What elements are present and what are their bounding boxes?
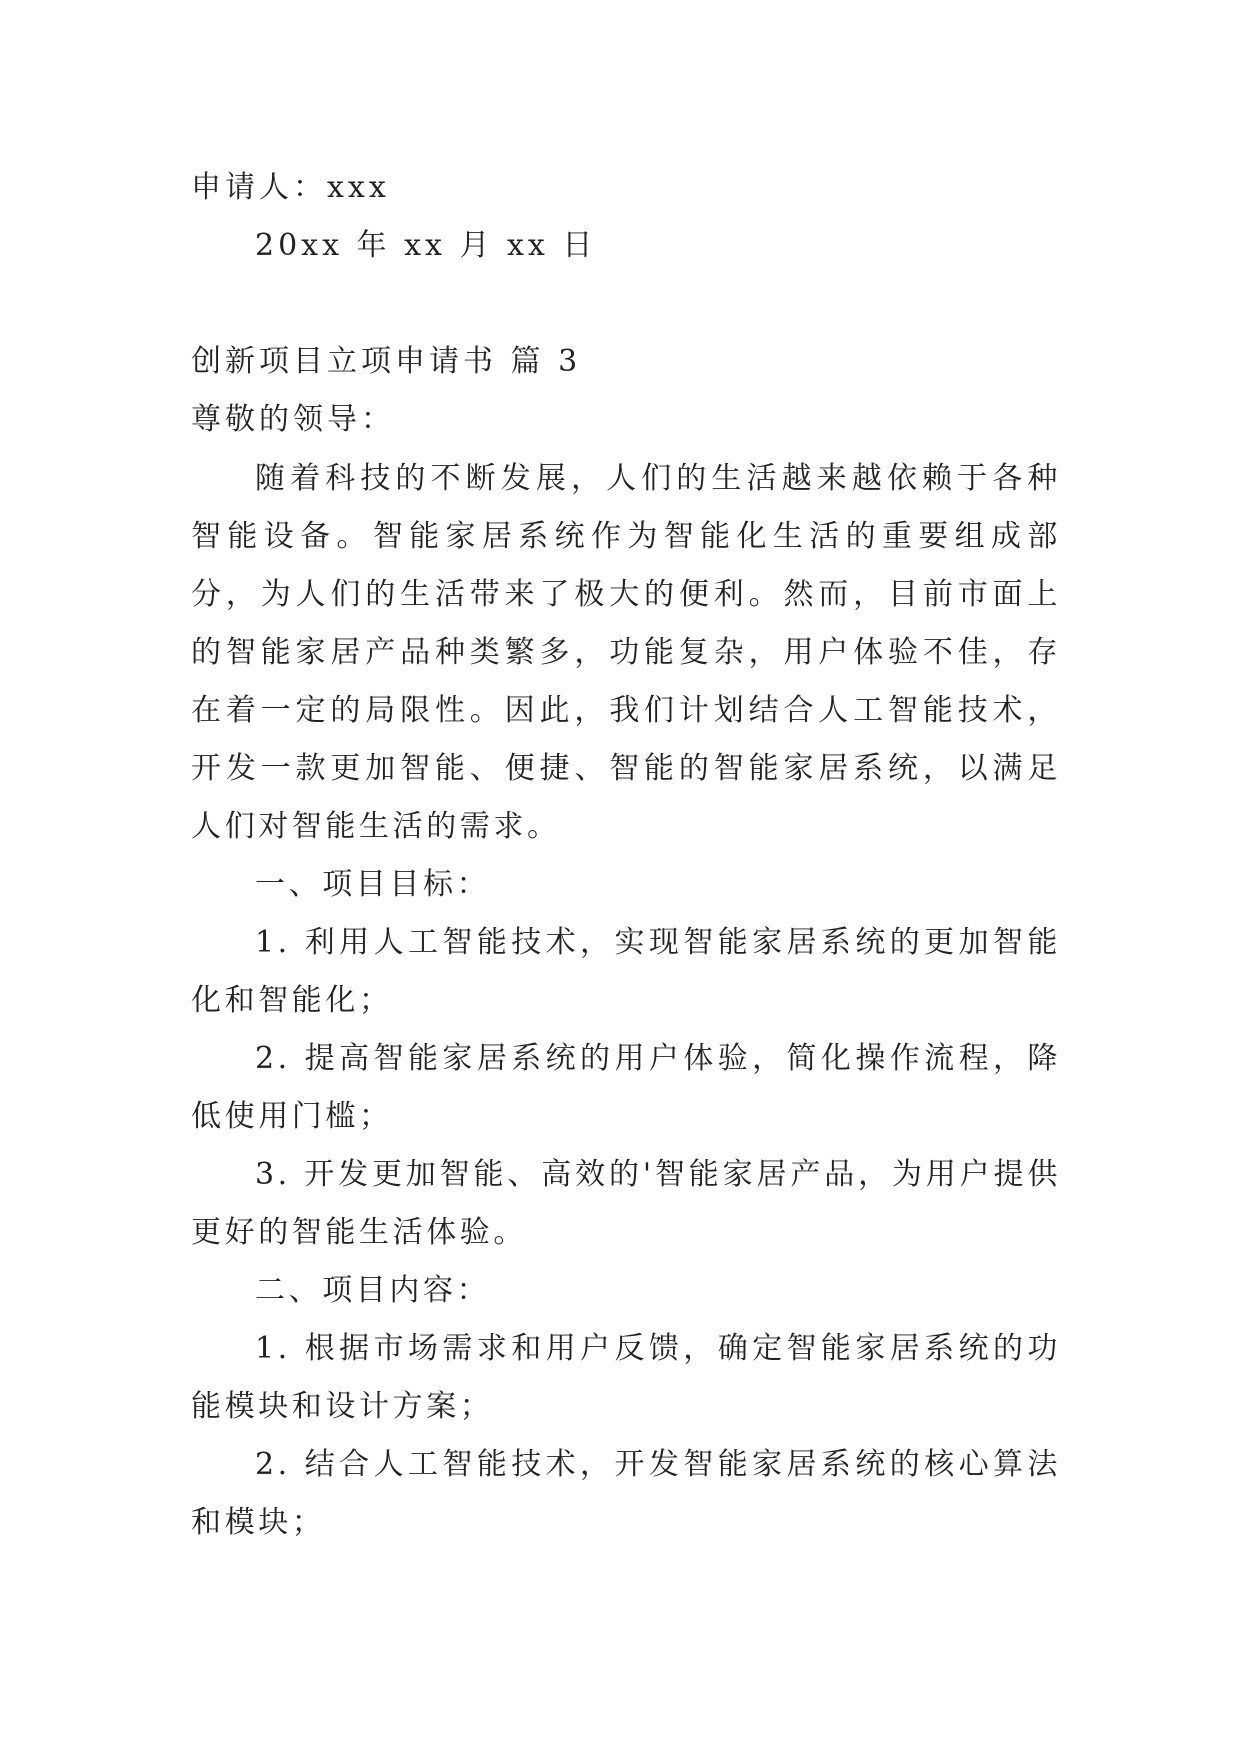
section2-item-2: 2. 结合人工智能技术，开发智能家居系统的核心算法和模块； bbox=[191, 1447, 1061, 1540]
intro-paragraph: 随着科技的不断发展，人们的生活越来越依赖于各种智能设备。智能家居系统作为智能化生活的重要组成部分，为人们的生活带来了极大的便利。然而，目前市面上的智能家居产品种类繁多，功能复杂，用户体验不佳，存在着一定的局限性。因此，我们计划结合人工智能技术，开发一款更加智能、便捷、智能的智能家居系统，以满足人们对智能生活的需求。 bbox=[191, 461, 1061, 844]
document-title: 创新项目立项申请书 篇 3 bbox=[191, 344, 582, 379]
section2-item-1: 1. 根据市场需求和用户反馈，确定智能家居系统的功能模块和设计方案； bbox=[191, 1331, 1061, 1424]
date-line: 20xx 年 xx 月 xx 日 bbox=[255, 228, 597, 263]
section1-item-1: 1. 利用人工智能技术，实现智能家居系统的更加智能化和智能化； bbox=[191, 925, 1061, 1018]
section2-heading: 二、项目内容： bbox=[255, 1273, 491, 1308]
section1-item-3: 3. 开发更加智能、高效的'智能家居产品，为用户提供更好的智能生活体验。 bbox=[191, 1157, 1061, 1250]
section1-heading: 一、项目目标： bbox=[255, 867, 491, 902]
applicant-line: 申请人：xxx bbox=[191, 170, 390, 205]
salutation: 尊敬的领导： bbox=[191, 402, 395, 437]
section1-item-2: 2. 提高智能家居系统的用户体验，简化操作流程，降低使用门槛； bbox=[191, 1041, 1061, 1134]
